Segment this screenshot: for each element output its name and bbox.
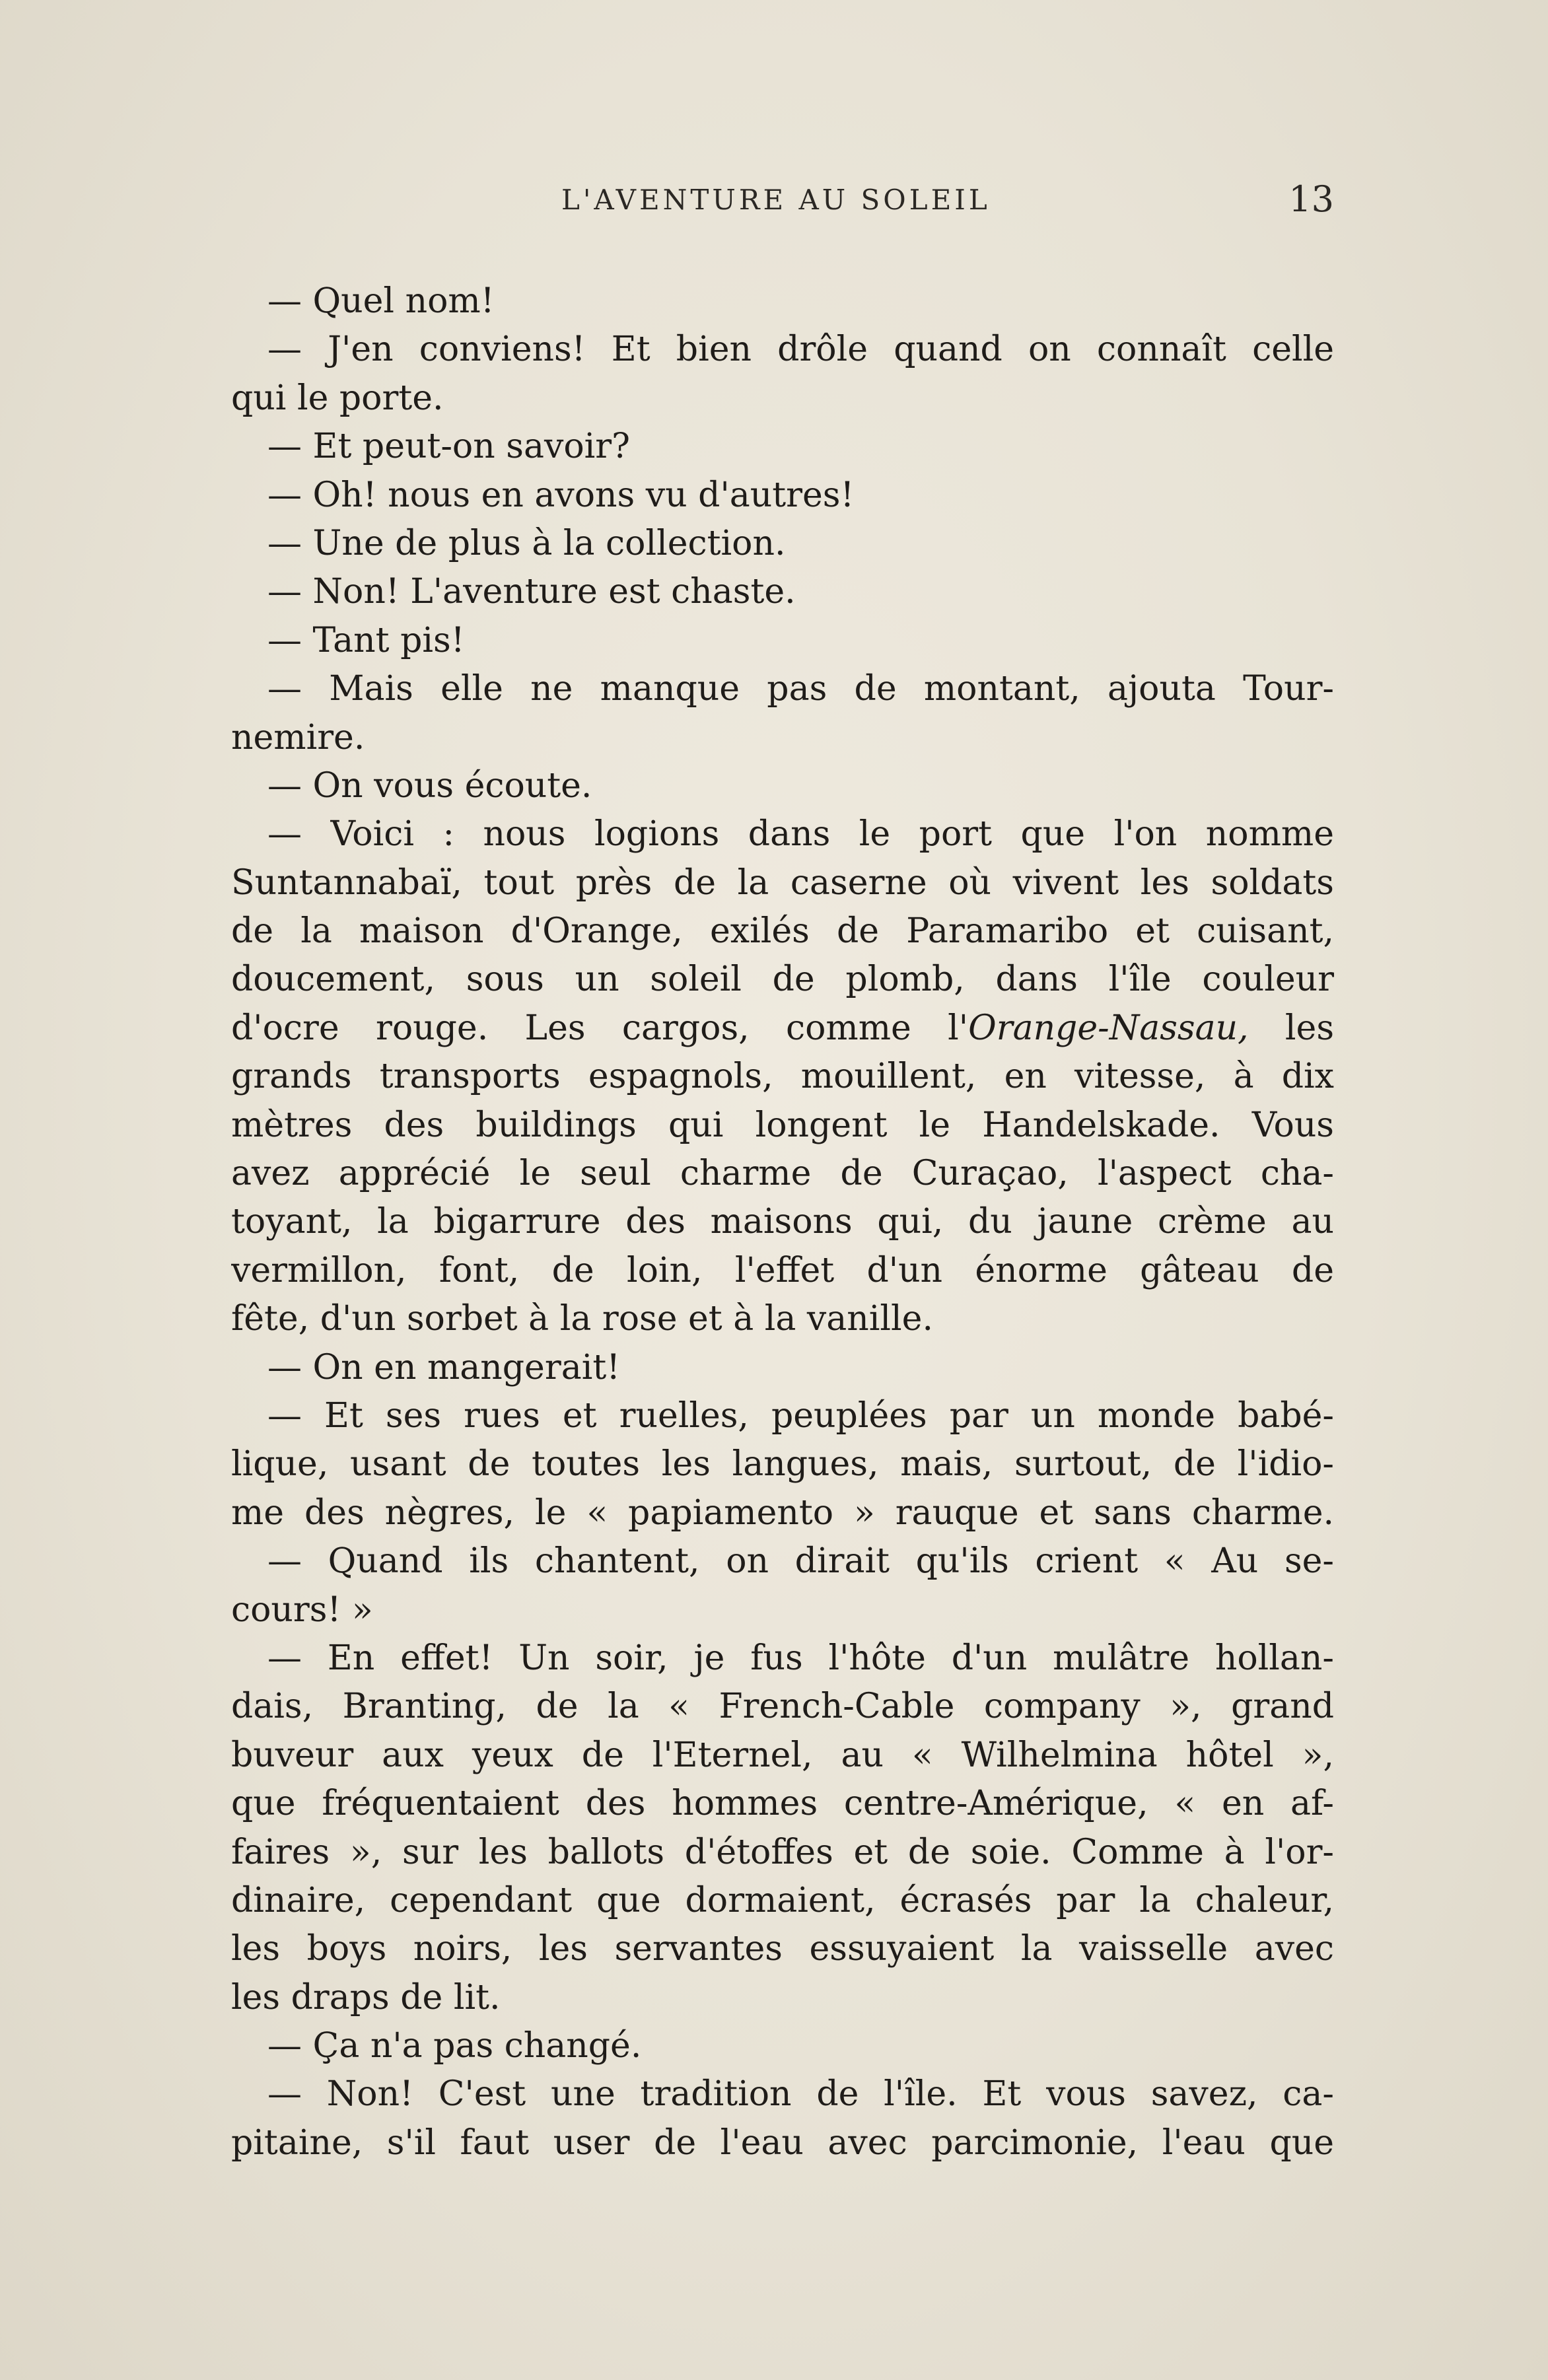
text-line: — En effet! Un soir, je fus l'hôte d'un mulâtre hollan- <box>267 1638 1334 1678</box>
text-line: qui le porte. <box>231 378 444 418</box>
text-line: — Oh! nous en avons vu d'autres! <box>267 475 855 515</box>
text-line: faires », sur les ballots d'étoffes et de soie. Comme à l'or- <box>231 1832 1334 1872</box>
text-line: — J'en conviens! Et bien drôle quand on connaît celle <box>267 330 1334 370</box>
text-segment: d'ocre <box>231 1008 376 1048</box>
text-line: — Et peut-on savoir? <box>267 427 630 467</box>
text-line: buveur aux yeux de l'Eternel, au « Wilhelmina hôtel », <box>231 1735 1334 1775</box>
text-line: de la maison d'Orange, exilés de Paramaribo et cuisant, <box>231 911 1334 952</box>
text-line: — Une de plus à la collection. <box>267 523 786 563</box>
text-line: — On en mangerait! <box>267 1347 621 1387</box>
running-title: L'AVENTURE AU SOLEIL <box>561 184 991 216</box>
text-line: — Ça n'a pas changé. <box>267 2026 642 2066</box>
text-line: — Mais elle ne manque pas de montant, ajouta Tour- <box>267 669 1334 709</box>
text-line: — Non! C'est une tradition de l'île. Et vous savez, ca- <box>267 2074 1334 2115</box>
ship-name: Orange-Nassau, <box>968 1008 1249 1048</box>
text-line: — Et ses rues et ruelles, peuplées par un monde babé- <box>267 1395 1334 1436</box>
text-line: toyant, la bigarrure des maisons qui, du jaune crème au <box>231 1202 1334 1242</box>
text-line: dinaire, cependant que dormaient, écrasés par la chaleur, <box>231 1880 1334 1920</box>
text-line: grands transports espagnols, mouillent, en vitesse, à dix <box>231 1057 1334 1097</box>
text-segment: les <box>1248 1008 1334 1048</box>
text-line: lique, usant de toutes les langues, mais, surtout, de l'idio- <box>231 1444 1334 1485</box>
text-line: fête, d'un sorbet à la rose et à la vanille. <box>231 1299 933 1339</box>
page-number: 13 <box>1288 178 1334 220</box>
text-line-mixed <box>231 1004 1334 1053</box>
text-line: — Quel nom! <box>267 281 495 321</box>
page-header <box>231 178 1334 231</box>
text-line: mètres des buildings qui longent le Handelskade. Vous <box>231 1105 1334 1145</box>
text-line: pitaine, s'il faut user de l'eau avec parcimonie, l'eau que <box>231 2122 1334 2163</box>
body-text <box>231 277 1334 2167</box>
text-line: doucement, sous un soleil de plomb, dans l'île couleur <box>231 960 1334 1000</box>
text-line: — Non! L'aventure est chaste. <box>267 572 796 612</box>
text-line: avez apprécié le seul charme de Curaçao, l'aspect cha- <box>231 1154 1334 1194</box>
text-line: Suntannabaï, tout près de la caserne où vivent les soldats <box>231 862 1334 903</box>
text-line: dais, Branting, de la « French-Cable company », grand <box>231 1687 1334 1727</box>
text-line: les boys noirs, les servantes essuyaient la vaisselle avec <box>231 1929 1334 1969</box>
text-line: vermillon, font, de loin, l'effet d'un énorme gâteau de <box>231 1250 1334 1290</box>
text-segment: rouge. Les cargos, comme l' <box>375 1008 969 1048</box>
text-line: cours! » <box>231 1590 373 1630</box>
text-line: que fréquentaient des hommes centre-Amérique, « en af- <box>231 1784 1334 1824</box>
text-line: les draps de lit. <box>231 1977 501 2017</box>
text-line: — Voici : nous logions dans le port que l'on nomme <box>267 814 1334 855</box>
text-line: — Tant pis! <box>267 620 465 660</box>
text-line: — Quand ils chantent, on dirait qu'ils crient « Au se- <box>267 1541 1334 1582</box>
text-line: me des nègres, le « papiamento » rauque et sans charme. <box>231 1492 1334 1533</box>
text-line: — On vous écoute. <box>267 765 592 806</box>
text-line: nemire. <box>231 717 365 757</box>
